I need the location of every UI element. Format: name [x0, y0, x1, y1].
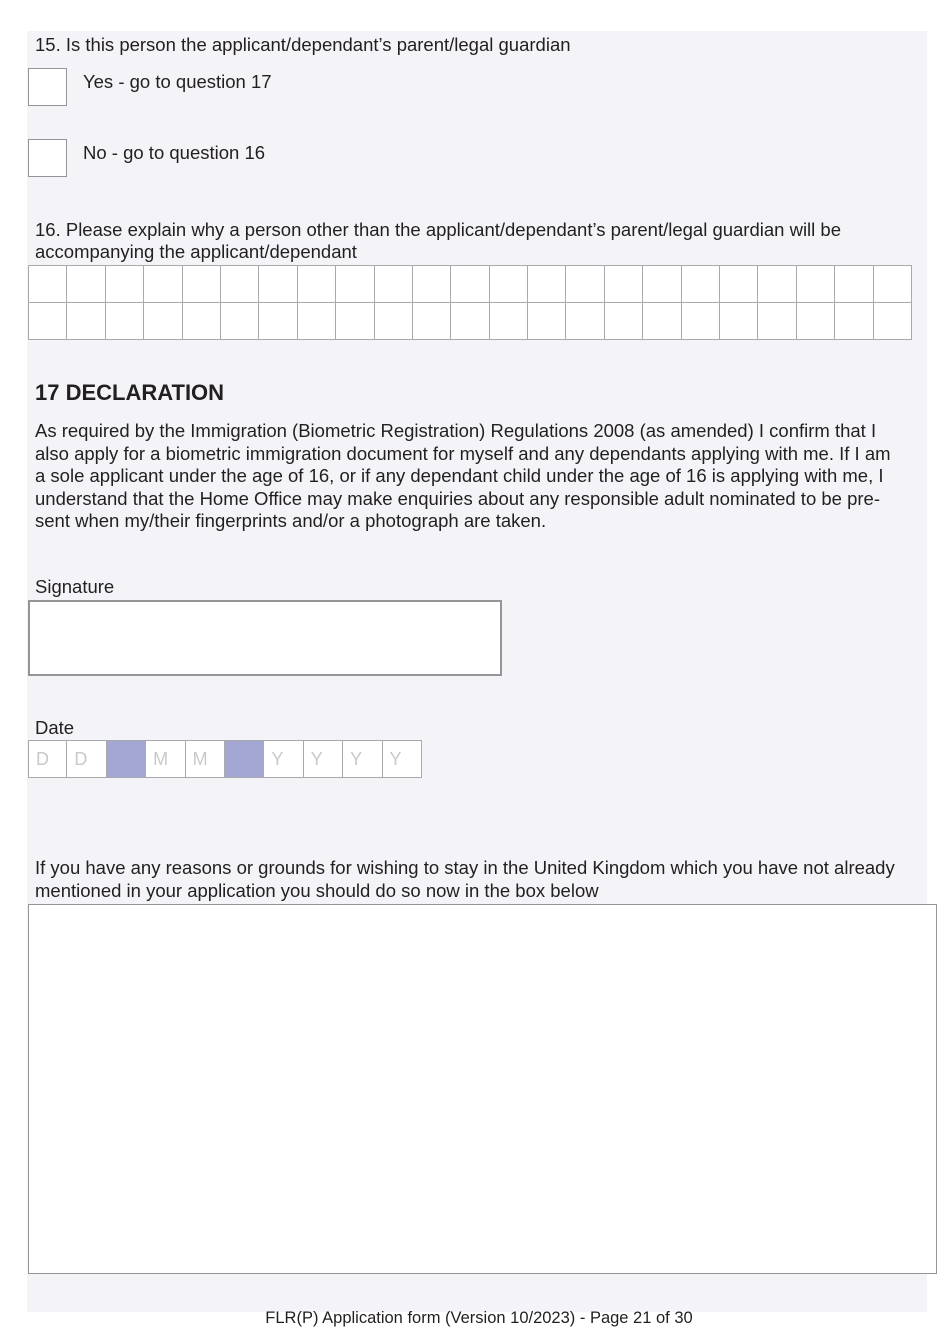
q15-no-label: No - go to question 16 [83, 142, 266, 163]
reasons-line1: If you have any reasons or grounds for wishing to stay in the United Kingdom which you have not already [35, 857, 895, 878]
reasons-textarea[interactable] [28, 904, 937, 1274]
date-month-digit-1[interactable]: M [146, 740, 185, 778]
signature-field[interactable] [28, 600, 502, 676]
declaration-text [35, 420, 930, 533]
declaration-heading: 17 DECLARATION [35, 380, 225, 405]
declaration-line: As required by the Immigration (Biometric Registration) Regulations 2008 (as amended) I confirm that I [35, 420, 877, 441]
date-year-digit-4[interactable]: Y [383, 740, 422, 778]
date-separator [107, 740, 146, 778]
q15-yes-checkbox[interactable] [28, 68, 67, 106]
signature-label: Signature [35, 576, 115, 597]
q16-answer-grid[interactable] [28, 265, 912, 340]
page-footer: FLR(P) Application form (Version 10/2023) - Page 21 of 30 [265, 1309, 693, 1327]
date-month-digit-2[interactable]: M [186, 740, 225, 778]
q15-no-checkbox[interactable] [28, 139, 67, 177]
date-year-digit-3[interactable]: Y [343, 740, 382, 778]
q16-question-line1: 16. Please explain why a person other than the applicant/dependant’s parent/legal guardian will be [35, 219, 841, 240]
date-year-digit-2[interactable]: Y [304, 740, 343, 778]
date-day-digit-1[interactable]: D [28, 740, 67, 778]
date-year-digit-1[interactable]: Y [264, 740, 303, 778]
q16-question-line2: accompanying the applicant/dependant [35, 241, 357, 262]
declaration-line: understand that the Home Office may make enquiries about any responsible adult nominated to be pre- [35, 487, 880, 509]
declaration-line: also apply for a biometric immigration document for myself and any dependants applying with me. If I am [35, 442, 891, 464]
q15-question: 15. Is this person the applicant/dependant’s parent/legal guardian [35, 34, 571, 55]
q16-grid-row[interactable] [29, 303, 912, 340]
date-day-digit-2[interactable]: D [67, 740, 106, 778]
date-separator [225, 740, 264, 778]
q15-yes-label: Yes - go to question 17 [83, 71, 272, 92]
q16-grid-row[interactable] [29, 266, 912, 303]
reasons-line2: mentioned in your application you should do so now in the box below [35, 880, 599, 901]
declaration-line: sent when my/their fingerprints and/or a photograph are taken. [35, 510, 547, 532]
declaration-line: a sole applicant under the age of 16, or if any dependant child under the age of 16 is applying with me, I [35, 465, 884, 487]
date-label: Date [35, 717, 75, 738]
date-field[interactable] [28, 740, 422, 778]
